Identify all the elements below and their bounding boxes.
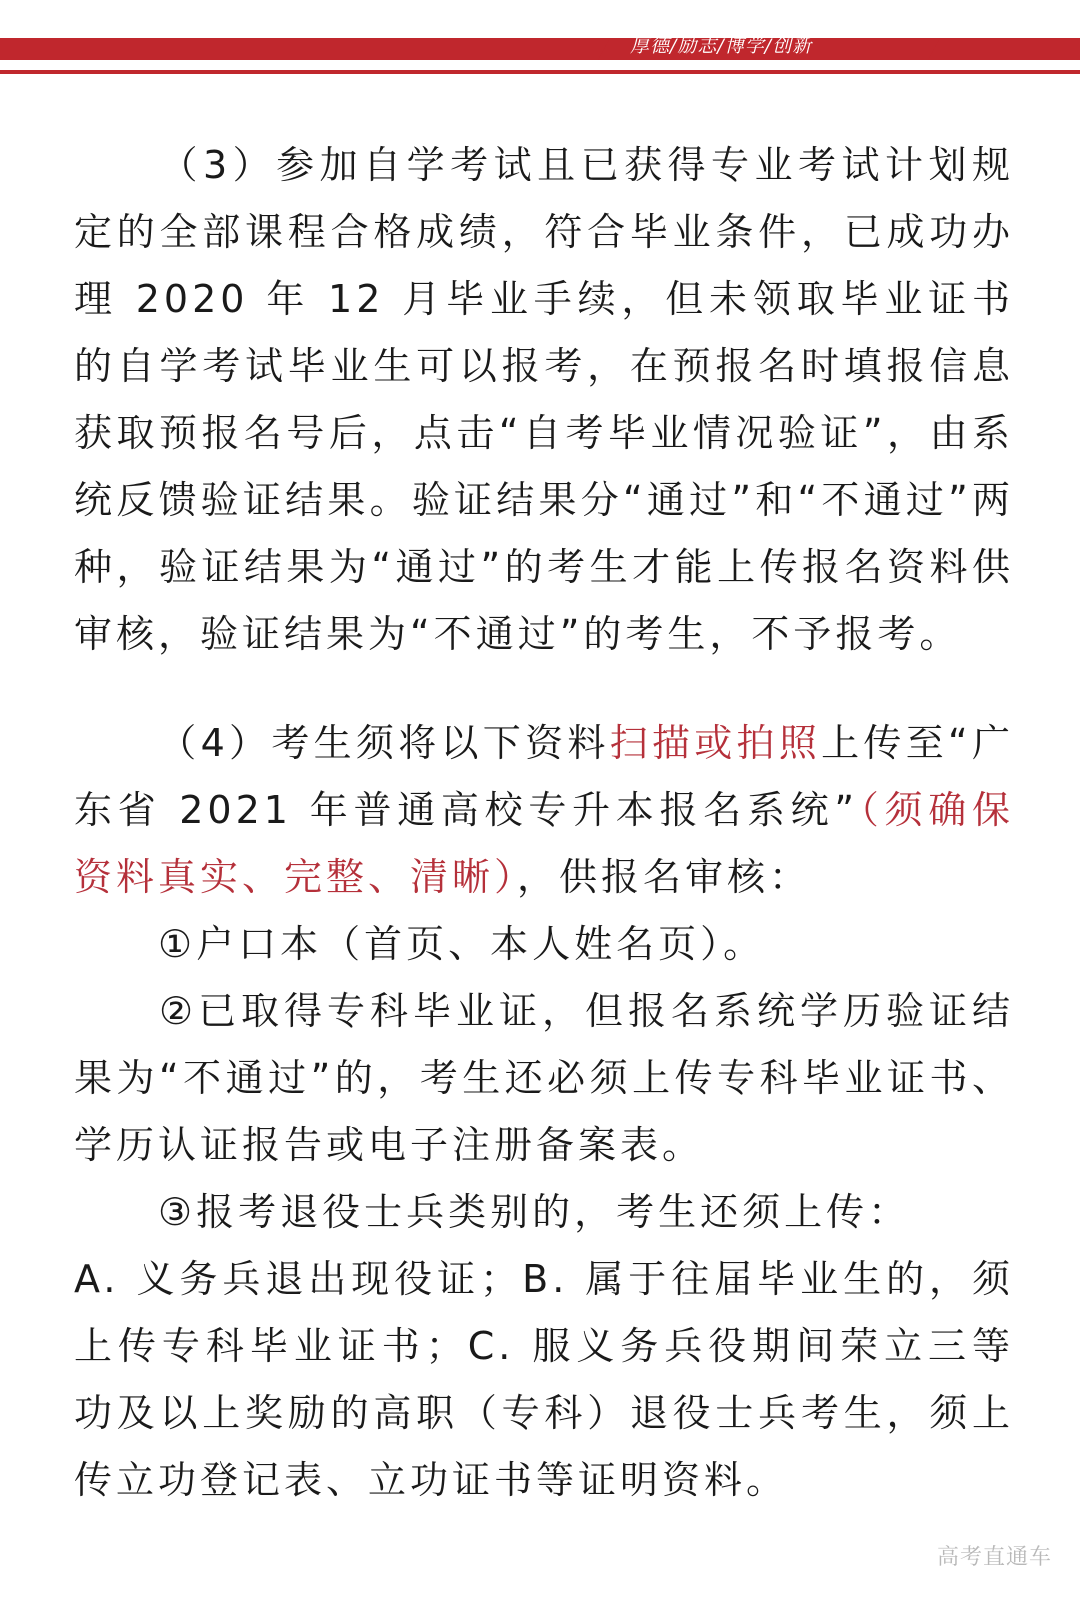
list-item-household-register-text: ①户口本（首页、本人姓名页）。 xyxy=(158,922,766,966)
document-body xyxy=(74,132,1014,1514)
paragraph-3-text: （3）参加自学考试且已获得专业考试计划规定的全部课程合格成绩，符合毕业条件，已成功办理 2020 年 12 月毕业手续，但未领取毕业证书的自学考试毕业生可以报考，在预报名时填报信息获取预报名号后，点击“自考毕业情况验证”，由系统反馈验证结果。验证结果分“通过”和“不通过”两种，验证结果为“通过”的考生才能上传报名资料供审核，验证结果为“不通过”的考生，不予报考。 xyxy=(74,143,1014,656)
paragraph-4-highlight-truthful: （须确保资料真实、完整、清晰） xyxy=(74,788,1014,899)
paragraph-4-text-a: （4）考生须将以下资料 xyxy=(158,721,610,765)
paragraph-4-text-b: 上传至“广东省 2021 年普通高校专升本报名系统” xyxy=(74,721,1014,832)
watermark: 高考直通车 xyxy=(936,1545,1052,1570)
list-item-diploma xyxy=(74,978,1014,1179)
list-item-veteran-text: ③报考退役士兵类别的，考生还须上传： xyxy=(158,1190,911,1234)
header-motto: 厚德/励志/博学/创新 xyxy=(630,35,813,57)
paragraph-4 xyxy=(74,710,1014,911)
list-item-diploma-text: ②已取得专科毕业证，但报名系统学历验证结果为“不通过”的，考生还必须上传专科毕业证书、学历认证报告或电子注册备案表。 xyxy=(74,989,1014,1167)
list-item-veteran-detail-text: A. 义务兵退出现役证；B. 属于往届毕业生的，须上传专科毕业证书；C. 服义务兵役期间荣立三等功及以上奖励的高职（专科）退役士兵考生，须上传立功登记表、立功证书等证明资料。 xyxy=(74,1257,1014,1502)
list-item-veteran xyxy=(74,1179,1014,1246)
header-band xyxy=(0,0,1080,90)
paragraph-4-text-c: ，供报名审核： xyxy=(517,855,812,899)
paragraph-3 xyxy=(74,132,1014,668)
list-item-veteran-detail xyxy=(74,1246,1014,1514)
paragraph-4-highlight-scan: 扫描或拍照 xyxy=(609,721,822,765)
list-item-household-register xyxy=(74,911,1014,978)
